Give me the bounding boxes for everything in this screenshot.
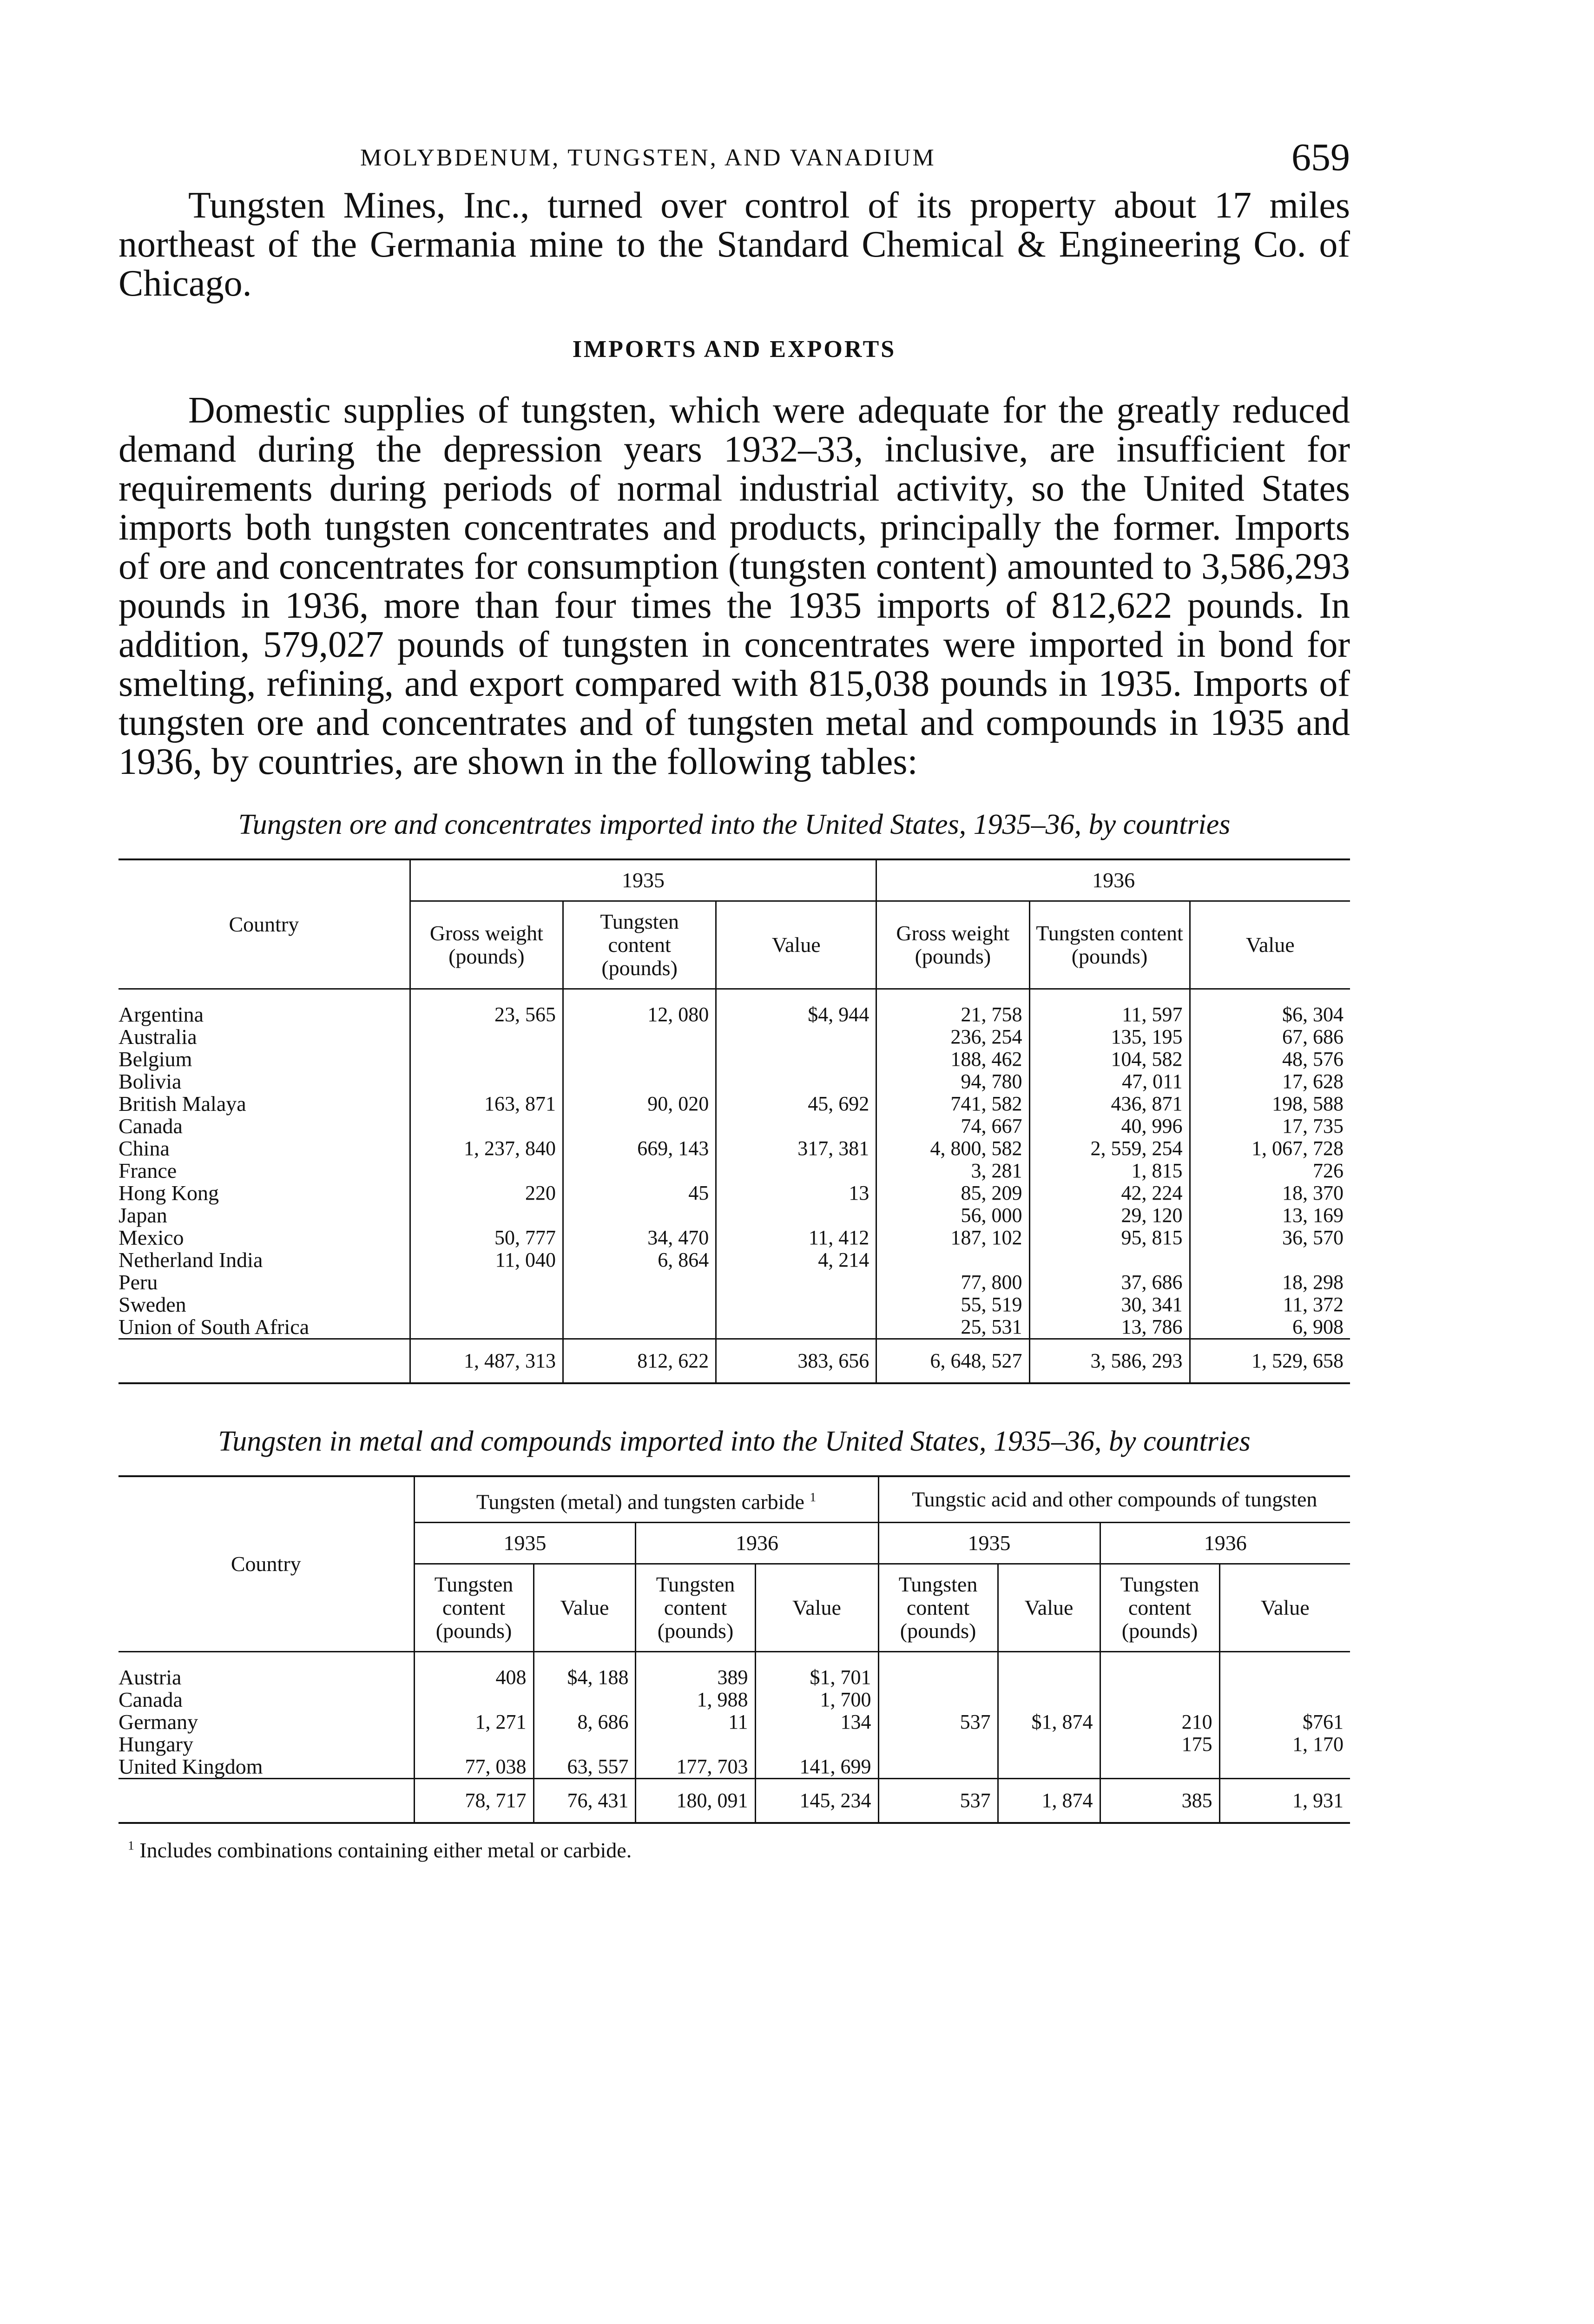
table-cell — [563, 1204, 716, 1227]
table-cell: 40, 996 — [1029, 1115, 1190, 1137]
tungsten-content-header: Tungsten content (pounds) — [414, 1564, 534, 1652]
table-cell — [716, 1048, 876, 1070]
table-cell: 135, 195 — [1029, 1026, 1190, 1048]
table-row — [119, 1316, 1350, 1339]
table-cell: 1, 271 — [414, 1711, 534, 1733]
table-cell: 408 — [414, 1666, 534, 1689]
table-cell — [534, 1689, 636, 1711]
table-cell — [410, 1070, 563, 1093]
table-row — [119, 1711, 1350, 1733]
table-cell — [1100, 1689, 1219, 1711]
table-cell — [1100, 1666, 1219, 1689]
table-cell: 726 — [1190, 1160, 1350, 1182]
table-cell: 29, 120 — [1029, 1204, 1190, 1227]
total-cell: 383, 656 — [716, 1339, 876, 1384]
table-cell — [755, 1733, 878, 1756]
table-cell: 42, 224 — [1029, 1182, 1190, 1204]
country-name: Argentina — [119, 1003, 204, 1026]
table-cell: 34, 470 — [563, 1227, 716, 1249]
total-cell: 1, 487, 313 — [410, 1339, 563, 1384]
value-header: Value — [534, 1564, 636, 1652]
total-cell: 78, 717 — [414, 1779, 534, 1823]
table-row — [119, 1137, 1350, 1160]
table-cell — [998, 1689, 1100, 1711]
paragraph-imports: Domestic supplies of tungsten, which were adequate for the greatly reduced demand during the depression years 1932–33, inclusive, are insufficient for requirements during periods of normal industrial activity, so the United States imports both tungsten concentrates and products, principally the former. Imports of ore and concentrates for consumption (tungsten content) amounted to 3,586,293 pounds in 1936, more than four times the 1935 imports of 812,622 pounds. In addition, 579,027 pounds of tungsten in concentrates were imported in bond for smelting, refining, and export compared with 815,038 pounds in 1935. Imports of tungsten ore and concentrates and of tungsten metal and compounds in 1935 and 1936, by countries, are shown in the following tables: — [119, 390, 1350, 782]
table-cell: 23, 565 — [410, 1004, 563, 1026]
year-1936-header: 1936 — [1100, 1523, 1350, 1564]
table-cell: 45 — [563, 1182, 716, 1204]
table-cell: 21, 758 — [876, 1004, 1029, 1026]
total-cell: 1, 874 — [998, 1779, 1100, 1823]
table-cell — [878, 1733, 998, 1756]
footnote-mark: 1 — [128, 1838, 134, 1853]
table-cell — [563, 1294, 716, 1316]
metal-compounds-table — [119, 1475, 1350, 1824]
table-cell: 11 — [636, 1711, 755, 1733]
country-name: Canada — [119, 1688, 183, 1712]
table-cell: 47, 011 — [1029, 1070, 1190, 1093]
table-cell — [414, 1689, 534, 1711]
running-head — [119, 135, 1350, 186]
table-cell: 18, 370 — [1190, 1182, 1350, 1204]
footnote — [119, 1838, 1350, 1862]
country-name: Hong Kong — [119, 1181, 219, 1205]
table-cell: 741, 582 — [876, 1093, 1029, 1115]
metal-carbide-group-label: Tungsten (metal) and tungsten carbide — [476, 1490, 804, 1514]
table-cell — [1100, 1756, 1219, 1779]
table-cell: 74, 667 — [876, 1115, 1029, 1137]
table-cell: 45, 692 — [716, 1093, 876, 1115]
total-cell: 3, 586, 293 — [1029, 1339, 1190, 1384]
table-cell: 163, 871 — [410, 1093, 563, 1115]
total-cell: 145, 234 — [755, 1779, 878, 1823]
table-cell: 11, 597 — [1029, 1004, 1190, 1026]
metal-carbide-group-header — [414, 1476, 878, 1523]
country-name: Germany — [119, 1710, 198, 1734]
value-header: Value — [716, 901, 876, 989]
table-row — [119, 1227, 1350, 1249]
table-cell: 2, 559, 254 — [1029, 1137, 1190, 1160]
table-row — [119, 1160, 1350, 1182]
value-header: Value — [998, 1564, 1100, 1652]
table-cell — [414, 1733, 534, 1756]
table-cell: 187, 102 — [876, 1227, 1029, 1249]
running-title: MOLYBDENUM, TUNGSTEN, AND VANADIUM — [360, 145, 936, 171]
table-cell — [876, 1249, 1029, 1271]
total-cell: 537 — [878, 1779, 998, 1823]
table-cell — [410, 1204, 563, 1227]
year-1935-header: 1935 — [410, 859, 876, 901]
tungsten-content-header: Tungsten content (pounds) — [636, 1564, 755, 1652]
table-cell — [998, 1733, 1100, 1756]
table-cell: $4, 188 — [534, 1666, 636, 1689]
table-cell — [410, 1316, 563, 1339]
table-cell: 317, 381 — [716, 1137, 876, 1160]
table-cell: 95, 815 — [1029, 1227, 1190, 1249]
table-cell — [410, 1271, 563, 1294]
table-row — [119, 1689, 1350, 1711]
table-cell: 389 — [636, 1666, 755, 1689]
document-page — [119, 135, 1350, 1862]
table-cell — [716, 1160, 876, 1182]
tungsten-content-header: Tungsten content (pounds) — [563, 901, 716, 989]
table-cell: 11, 372 — [1190, 1294, 1350, 1316]
table-cell — [563, 1316, 716, 1339]
table-cell: 63, 557 — [534, 1756, 636, 1779]
table-cell — [716, 1316, 876, 1339]
table-cell: $4, 944 — [716, 1004, 876, 1026]
table-cell — [1219, 1666, 1350, 1689]
ore-imports-body — [119, 989, 1350, 1384]
table-cell: 12, 080 — [563, 1004, 716, 1026]
table-cell: 13 — [716, 1182, 876, 1204]
table-cell — [716, 1271, 876, 1294]
total-row — [119, 1339, 1350, 1384]
table-cell — [716, 1204, 876, 1227]
table-row — [119, 1733, 1350, 1756]
table-cell: $6, 304 — [1190, 1004, 1350, 1026]
table-cell — [563, 1271, 716, 1294]
table-cell: 37, 686 — [1029, 1271, 1190, 1294]
table-cell — [998, 1666, 1100, 1689]
table-cell: $1, 874 — [998, 1711, 1100, 1733]
table-cell: 1, 170 — [1219, 1733, 1350, 1756]
table-cell — [878, 1689, 998, 1711]
table-row — [119, 1182, 1350, 1204]
table-row — [119, 1026, 1350, 1048]
total-cell: 1, 529, 658 — [1190, 1339, 1350, 1384]
table-cell: 85, 209 — [876, 1182, 1029, 1204]
gross-weight-header: Gross weight (pounds) — [410, 901, 563, 989]
ore-imports-table — [119, 858, 1350, 1384]
table-cell: 90, 020 — [563, 1093, 716, 1115]
country-name: Australia — [119, 1025, 197, 1049]
country-name: China — [119, 1136, 170, 1160]
table-cell: 56, 000 — [876, 1204, 1029, 1227]
table-cell: 94, 780 — [876, 1070, 1029, 1093]
country-name: Bolivia — [119, 1070, 182, 1093]
table-cell — [410, 1048, 563, 1070]
country-name: France — [119, 1159, 177, 1182]
country-name: Belgium — [119, 1047, 192, 1071]
table1-caption: Tungsten ore and concentrates imported into the United States, 1935–36, by countries — [238, 809, 1231, 840]
table-cell: 6, 864 — [563, 1249, 716, 1271]
metal-compounds-body — [119, 1652, 1350, 1823]
table-cell — [410, 1115, 563, 1137]
footnote-mark: 1 — [810, 1490, 817, 1504]
table-cell: 141, 699 — [755, 1756, 878, 1779]
table-cell: 11, 040 — [410, 1249, 563, 1271]
gross-weight-header: Gross weight (pounds) — [876, 901, 1029, 989]
table-cell: 3, 281 — [876, 1160, 1029, 1182]
table-cell: 210 — [1100, 1711, 1219, 1733]
table-cell — [636, 1733, 755, 1756]
table-cell: 198, 588 — [1190, 1093, 1350, 1115]
table-cell: 1, 988 — [636, 1689, 755, 1711]
total-cell: 6, 648, 527 — [876, 1339, 1029, 1384]
table-row — [119, 1004, 1350, 1026]
table-cell — [563, 1115, 716, 1137]
table-cell — [1029, 1249, 1190, 1271]
table-cell: 77, 038 — [414, 1756, 534, 1779]
year-1936-header: 1936 — [876, 859, 1350, 901]
page-number: 659 — [1291, 136, 1350, 179]
table-cell: 537 — [878, 1711, 998, 1733]
country-name: British Malaya — [119, 1092, 246, 1116]
footnote-text: Includes combinations containing either metal or carbide. — [139, 1838, 632, 1862]
table-cell: $1, 701 — [755, 1666, 878, 1689]
table-cell: 17, 628 — [1190, 1070, 1350, 1093]
table-cell — [410, 1026, 563, 1048]
country-name: Japan — [119, 1203, 167, 1227]
section-heading: IMPORTS AND EXPORTS — [572, 336, 896, 363]
country-name: Sweden — [119, 1293, 186, 1316]
country-name: Austria — [119, 1665, 182, 1690]
table-cell — [410, 1294, 563, 1316]
table-cell — [878, 1666, 998, 1689]
table-cell: 104, 582 — [1029, 1048, 1190, 1070]
table-cell — [1219, 1689, 1350, 1711]
table-cell: 50, 777 — [410, 1227, 563, 1249]
country-column-header: Country — [119, 859, 410, 989]
country-name: Canada — [119, 1114, 183, 1138]
table-row — [119, 1093, 1350, 1115]
table-cell — [563, 1026, 716, 1048]
year-1936-header: 1936 — [636, 1523, 878, 1564]
tungsten-content-header: Tungsten content (pounds) — [878, 1564, 998, 1652]
table-cell: 17, 735 — [1190, 1115, 1350, 1137]
table-cell: 77, 800 — [876, 1271, 1029, 1294]
table-cell: 177, 703 — [636, 1756, 755, 1779]
country-name: United Kingdom — [119, 1755, 263, 1779]
table-row — [119, 1048, 1350, 1070]
table-cell: $761 — [1219, 1711, 1350, 1733]
table-cell — [716, 1294, 876, 1316]
acid-compounds-group-header: Tungstic acid and other compounds of tungsten — [878, 1476, 1350, 1523]
table-row — [119, 1294, 1350, 1316]
table-cell: 1, 700 — [755, 1689, 878, 1711]
table-cell — [1219, 1756, 1350, 1779]
table2-caption: Tungsten in metal and compounds imported into the United States, 1935–36, by countries — [218, 1426, 1251, 1457]
table-row — [119, 1249, 1350, 1271]
table-cell — [716, 1070, 876, 1093]
table-cell: 30, 341 — [1029, 1294, 1190, 1316]
country-column-header: Country — [119, 1476, 414, 1652]
table-cell: 25, 531 — [876, 1316, 1029, 1339]
table-row — [119, 1666, 1350, 1689]
table-cell — [410, 1160, 563, 1182]
spacer-row — [119, 1652, 1350, 1667]
table-cell: 48, 576 — [1190, 1048, 1350, 1070]
table-cell: 67, 686 — [1190, 1026, 1350, 1048]
table-cell — [716, 1026, 876, 1048]
table-cell: 55, 519 — [876, 1294, 1029, 1316]
table-cell: 6, 908 — [1190, 1316, 1350, 1339]
table-cell: 436, 871 — [1029, 1093, 1190, 1115]
table-row — [119, 1756, 1350, 1779]
table-cell — [534, 1733, 636, 1756]
table-cell: 11, 412 — [716, 1227, 876, 1249]
table-cell — [998, 1756, 1100, 1779]
table-cell — [563, 1160, 716, 1182]
table-cell: 13, 169 — [1190, 1204, 1350, 1227]
table-cell: 175 — [1100, 1733, 1219, 1756]
country-name: Netherland India — [119, 1248, 263, 1272]
table-row — [119, 1115, 1350, 1137]
table-cell: 1, 237, 840 — [410, 1137, 563, 1160]
table-cell: 669, 143 — [563, 1137, 716, 1160]
table-cell — [878, 1756, 998, 1779]
table-cell: 220 — [410, 1182, 563, 1204]
paragraph-intro: Tungsten Mines, Inc., turned over control of its property about 17 miles northeast of the Germania mine to the Standard Chemical & Engineering Co. of Chicago. — [119, 185, 1350, 304]
value-header: Value — [1219, 1564, 1350, 1652]
tungsten-content-header: Tungsten content (pounds) — [1029, 901, 1190, 989]
table-cell: 1, 067, 728 — [1190, 1137, 1350, 1160]
total-cell: 385 — [1100, 1779, 1219, 1823]
year-1935-header: 1935 — [414, 1523, 636, 1564]
table-cell: 36, 570 — [1190, 1227, 1350, 1249]
total-cell: 812, 622 — [563, 1339, 716, 1384]
table-cell: 188, 462 — [876, 1048, 1029, 1070]
country-name: Hungary — [119, 1732, 193, 1756]
value-header: Value — [1190, 901, 1350, 989]
table-cell — [563, 1070, 716, 1093]
value-header: Value — [755, 1564, 878, 1652]
country-name: Mexico — [119, 1226, 184, 1249]
table-cell: 18, 298 — [1190, 1271, 1350, 1294]
year-1935-header: 1935 — [878, 1523, 1100, 1564]
spacer-row — [119, 989, 1350, 1004]
table-row — [119, 1070, 1350, 1093]
table-cell: 1, 815 — [1029, 1160, 1190, 1182]
table-cell: 8, 686 — [534, 1711, 636, 1733]
table-cell: 236, 254 — [876, 1026, 1029, 1048]
table-cell — [716, 1115, 876, 1137]
country-name: Union of South Africa — [119, 1315, 310, 1339]
table-cell: 134 — [755, 1711, 878, 1733]
table-cell: 13, 786 — [1029, 1316, 1190, 1339]
total-cell: 1, 931 — [1219, 1779, 1350, 1823]
country-name: Peru — [119, 1270, 158, 1294]
table-cell — [563, 1048, 716, 1070]
total-cell: 76, 431 — [534, 1779, 636, 1823]
total-row — [119, 1779, 1350, 1823]
tungsten-content-header: Tungsten content (pounds) — [1100, 1564, 1219, 1652]
table-row — [119, 1204, 1350, 1227]
table-cell: 4, 800, 582 — [876, 1137, 1029, 1160]
total-cell: 180, 091 — [636, 1779, 755, 1823]
table-cell: 4, 214 — [716, 1249, 876, 1271]
table-cell — [1190, 1249, 1350, 1271]
table-row — [119, 1271, 1350, 1294]
